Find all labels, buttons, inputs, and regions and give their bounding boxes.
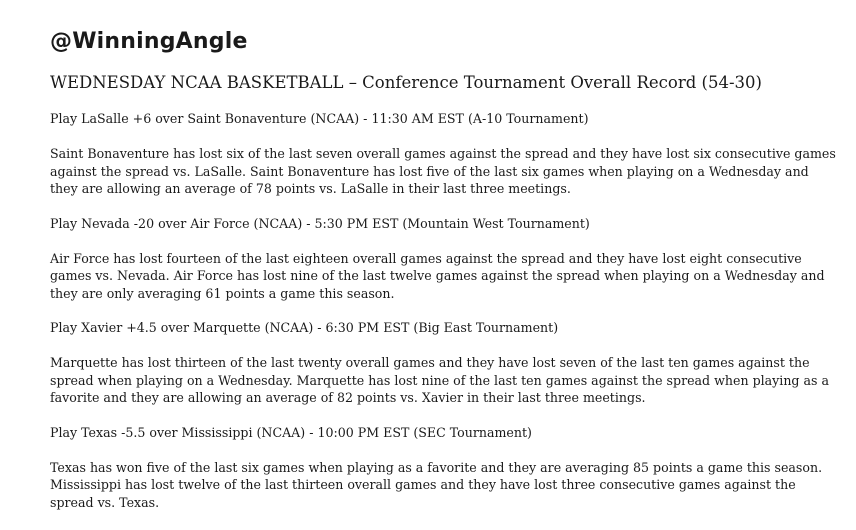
pick-line-3: Play Xavier +4.5 over Marquette (NCAA) - 6:30 PM EST (Big East Tournament)	[50, 320, 559, 335]
page-title: WEDNESDAY NCAA BASKETBALL – Conference Tournament Overall Record (54-30)	[50, 73, 762, 92]
pick-line-4: Play Texas -5.5 over Mississippi (NCAA) - 10:00 PM EST (SEC Tournament)	[50, 424, 532, 440]
author-handle: @WinningAngle	[50, 29, 248, 54]
pick-line-1: Play LaSalle +6 over Saint Bonaventure (NCAA) - 11:30 AM EST (A-10 Tournament)	[50, 111, 589, 126]
analysis-paragraph-3: Marquette has lost thirteen of the last twenty overall games and they have lost seven of the last ten games against the spread when playing on a Wednesday. Marquette has lost nine of the last ten games against the spread when playing as a favorite and they are allowing an average of 82 points vs. Xavier in their last three meetings.	[50, 355, 829, 405]
analysis-paragraph-4: Texas has won five of the last six games when playing as a favorite and they are averaging 85 points a game this season. Mississippi has lost twelve of the last thirteen overall games and they have lost three consecutive games against the spread vs. Texas.	[50, 459, 823, 510]
pick-line-2: Play Nevada -20 over Air Force (NCAA) - 5:30 PM EST (Mountain West Tournament)	[50, 215, 590, 231]
analysis-paragraph-2: Air Force has lost fourteen of the last eighteen overall games against the spread and they have lost eight consecutive games vs. Nevada. Air Force has lost nine of the last twelve games against the spread when playing on a Wednesday and they are only averaging 61 points a game this season.	[50, 250, 825, 301]
document-body	[50, 28, 840, 528]
analysis-paragraph-1: Saint Bonaventure has lost six of the last seven overall games against the spread and they have lost six consecutive games against the spread vs. LaSalle. Saint Bonaventure has lost five of the last six games when playing on a Wednesday and they are allowing an average of 78 points vs. LaSalle in their last three meetings.	[50, 146, 836, 196]
